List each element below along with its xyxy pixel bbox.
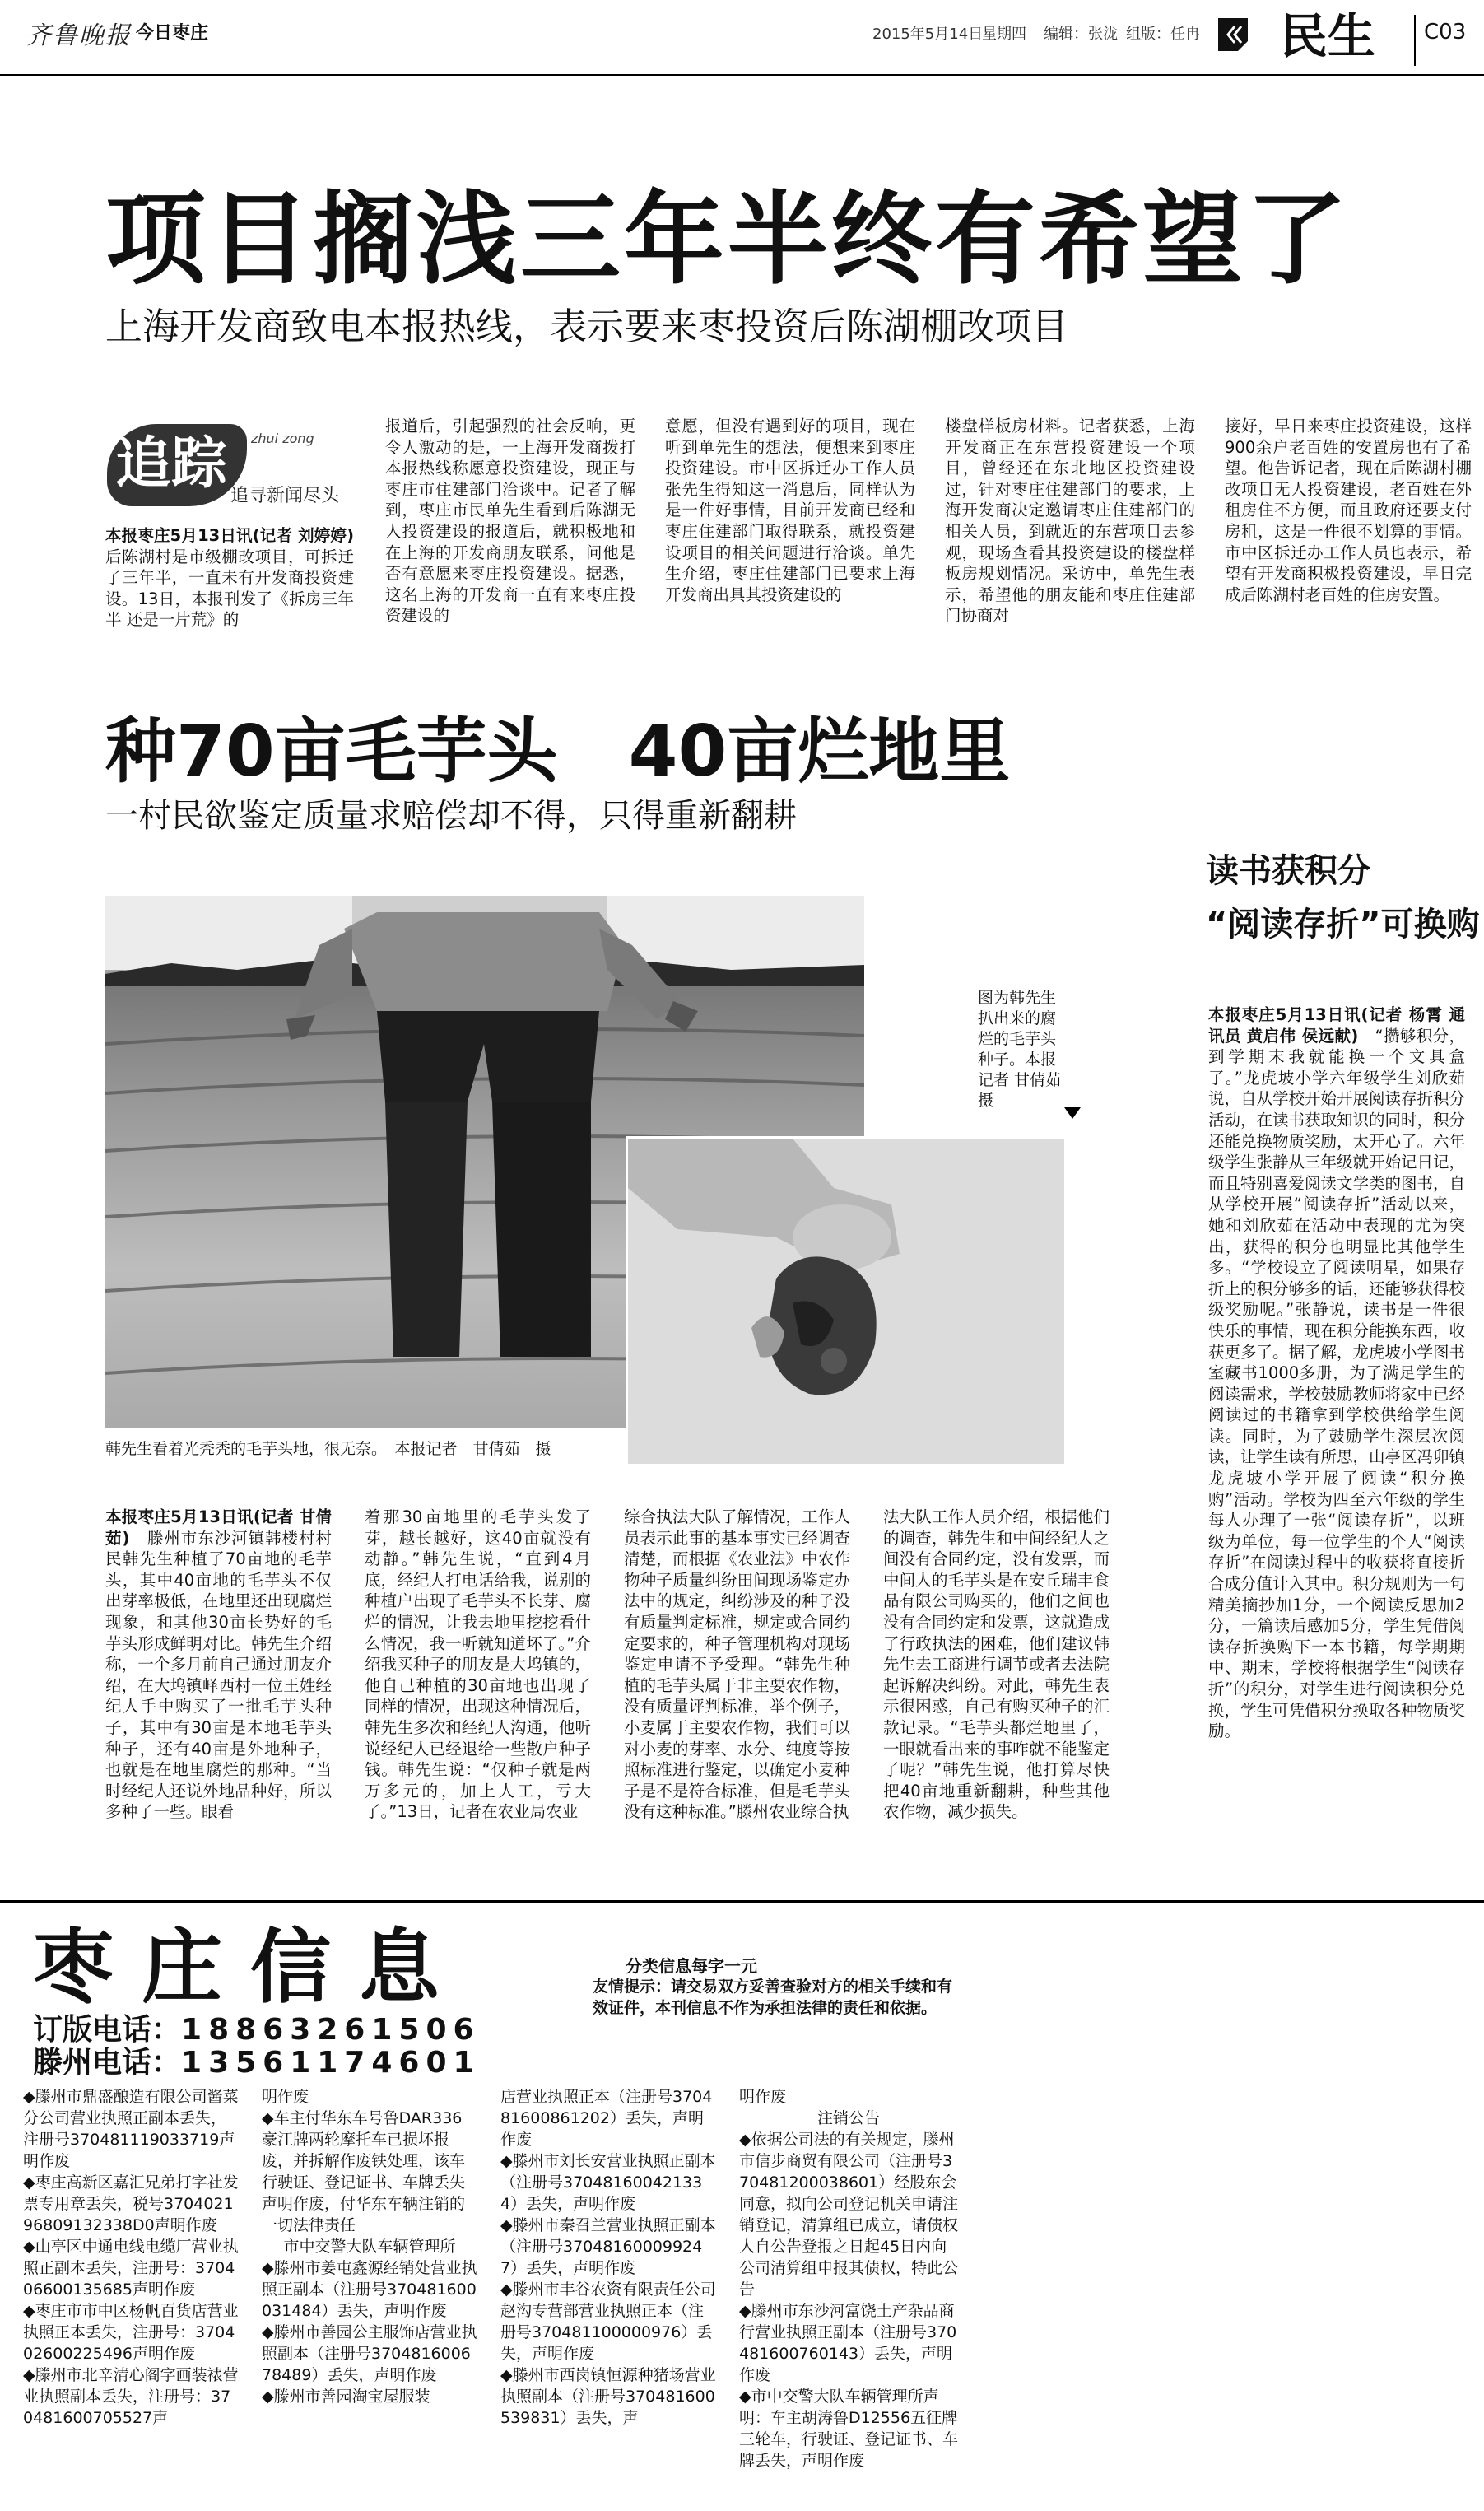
- tengzhou-phone-row: [33, 2047, 481, 2080]
- article1-col4-text: 楼盘样板房材料。记者获悉，上海开发商正在东营投资建设一个项目，曾经还在东北地区投资建设过，针对枣庄住建部门的要求，上海开发商决定邀请枣庄住建部门的相关人员，到就近的东营项目去参观，现场查看其投资建设的楼盘样板房规划情况。采访中，单先生表示，希望他的朋友能和枣庄住建部门协商对: [945, 417, 1195, 626]
- classifieds-column-2: [262, 2086, 477, 2502]
- header-rule: [0, 74, 1484, 76]
- editor: 编辑：张泷: [1044, 26, 1118, 43]
- column-logo-pinyin: zhui zong: [251, 431, 314, 446]
- classified-ad: ◆山亭区中通电线电缆厂营业执照正副本丢失，注册号：370406600135685声明作废: [23, 2238, 239, 2299]
- article3-body-text: “攒够积分，到学期末我就能换一个文具盒了。”龙虎坡小学六年级学生刘欣茹说，自从学校开始开展阅读存折积分活动，在读书获取知识的同时，积分还能兑换物质奖励，太开心了。六年级学生张静从三年级就开始记日记，而且特别喜爱阅读文学类的图书，自从学校开展“阅读存折”活动以来，她和刘欣茹在活动中表现的尤为突出，获得的积分也明显比其他学生多。“学校设立了阅读明星，如果存折上的积分够多的话，还能够获得校级奖励呢。”张静说，读书是一件很快乐的事情，现在积分能换东西，收获更多了。据了解，龙虎坡小学图书室藏书1000多册，为了满足学生的阅读需求，学校鼓励教师将家中已经阅读过的书籍拿到学校供给学生阅读。同时，为了鼓励学生深层次阅读，让学生读有所思，山亭区冯卯镇龙虎坡小学开展了阅读“积分换购”活动。学校为四至六年级的学生每人办理了一张“阅读存折”，以班级为单位，每一位学生的个人“阅读存折”在阅读过程中的收获将直接折合成分值计入其中。积分规则为一句精美摘抄加1分，一个阅读反思加2分，一篇读后感加5分，学生凭借阅读存折换购下一本书籍，每学期期中、期末，学校将根据学生“阅读存折”的积分，对学生进行阅读积分兑换，学生可凭借积分换取各种物质奖励。: [1208, 1026, 1465, 1741]
- classified-ad-heading: 注销公告: [816, 2109, 880, 2127]
- article1-col5-text: 接好，早日来枣庄投资建设，这样900余户老百姓的安置房也有了希望。他告诉记者，现在后陈湖村棚改项目无人投资建设，老百姓在外租房住不方便，而且政府还要支付房租，这是一件很不划算的事情。市中区拆迁办工作人员也表示，希望有开发商积极投资建设，早日完成后陈湖村老百姓的住房安置。: [1225, 417, 1472, 604]
- photo-caption-side: 图为韩先生扒出来的腐烂的毛芋头种子。本报记者 甘倩茹 摄: [978, 989, 1062, 1110]
- classified-ad: ◆依据公司法的有关规定，滕州市信步商贸有限公司（注册号370481200038601）经股东会同意，拟向公司登记机关申请注销登记，清算组已成立，请债权人自公告登报之日起45日内向公司清算组申报其债权，特此公告: [739, 2131, 958, 2299]
- layout-editor: 组版：任冉: [1126, 26, 1200, 43]
- article1-headline: 项目搁浅三年半终有希望了: [105, 181, 1350, 298]
- article3-body: [1208, 1004, 1465, 1887]
- classified-ad: ◆滕州市北辛清心阁字画装裱营业执照副本丢失，注册号：370481600705527声: [23, 2366, 239, 2427]
- article1-column-3: [665, 416, 915, 631]
- header-divider-vertical: [1414, 15, 1416, 66]
- classified-ad: ◆滕州市刘长安营业执照正副本（注册号370481600421334）丢失，声明作废: [500, 2152, 716, 2213]
- classified-ad: 明作废: [262, 2088, 309, 2106]
- publication-date: 2015年5月14日: [872, 26, 984, 43]
- classified-ad: ◆滕州市善园公主服饰店营业执照副本（注册号370481600678489）丢失，声明作废: [262, 2323, 477, 2384]
- classifieds-column-1: [23, 2086, 239, 2502]
- classified-ad: ◆滕州市西岗镇恒源种猪场营业执照副本（注册号370481600539831）丢失，声: [500, 2366, 716, 2427]
- classified-ad: ◆滕州市鼎盛酿造有限公司酱菜分公司营业执照正副本丢失，注册号370481119033719声明作废: [23, 2088, 239, 2170]
- page-number: C03: [1424, 20, 1467, 44]
- article1-col3-text: 意愿，但没有遇到好的项目，现在听到单先生的想法，便想来到枣庄投资建设。市中区拆迁办工作人员张先生得知这一消息后，同样认为是一件好事情，目前开发商已经和枣庄住建部门取得联系，就投资建设项目的相关问题进行洽谈。单先生介绍，枣庄住建部门已要求上海开发商出具其投资建设的: [665, 417, 915, 604]
- column-logo: [107, 416, 354, 519]
- classified-ad: 明作废: [739, 2088, 787, 2106]
- classified-ad: ◆滕州市善园淘宝屋服装: [262, 2388, 430, 2406]
- article1-column-5: [1225, 416, 1472, 631]
- article2-column-4: [883, 1507, 1110, 1885]
- article1-col1-text: 后陈湖村是市级棚改项目，可拆迁了三年半，一直未有开发商投资建设。13日，本报刊发了《拆房三年半 还是一片荒》的: [105, 547, 354, 630]
- section-name: 今日枣庄: [136, 23, 209, 44]
- classifieds-title: 枣庄信息: [33, 1921, 468, 2015]
- article3-headline-line2: “阅读存折”可换购: [1206, 906, 1480, 943]
- article2-column-2: [365, 1507, 591, 1885]
- classifieds-column-3: [500, 2086, 716, 2502]
- classified-ad: 店营业执照正本（注册号370481600861202）丢失，声明作废: [500, 2088, 713, 2149]
- article1-column-4: [945, 416, 1195, 631]
- classifieds-top-rule: [0, 1900, 1484, 1903]
- order-phone-label: 订版电话：: [33, 2013, 182, 2047]
- order-phone-number: 18863261506: [181, 2013, 481, 2047]
- classified-ad: ◆滕州市秦召兰营业执照正副本（注册号370481600099247）丢失，声明作废: [500, 2216, 716, 2277]
- article2-column-1: [105, 1507, 332, 1885]
- classified-ad: ◆滕州市东沙河富饶土产杂品商行营业执照正副本（注册号370481600760143）丢失，声明作废: [739, 2302, 957, 2384]
- article1-subheadline: 上海开发商致电本报热线，表示要来枣投资后陈湖棚改项目: [105, 305, 1069, 348]
- classified-ad: ◆枣庄高新区嘉汇兄弟打字社发票专用章丢失，税号370402196809132338D0声明作废: [23, 2173, 239, 2234]
- tengzhou-phone-label: 滕州电话：: [33, 2046, 182, 2080]
- rotten-taro-illustration: [628, 1139, 1064, 1464]
- section-title: 民生: [1280, 8, 1376, 64]
- classifieds-column-4: [739, 2086, 958, 2502]
- article2-dateline: 本报枣庄5月13日讯(记者 甘倩茹): [105, 1507, 332, 1548]
- tengzhou-phone-number: 13561174601: [181, 2046, 481, 2080]
- classified-ad: ◆枣庄市市中区杨帆百货店营业执照正本丢失，注册号：370402600225496声明作废: [23, 2302, 239, 2363]
- classified-ad: ◆车主付华东车号鲁DAR336豪江牌两轮摩托车已损坏报废，并拆解作废铁处理，该车行驶证、登记证书、车牌丢失声明作废，付华东车辆注销的一切法律责任: [262, 2109, 466, 2234]
- order-phone-row: [33, 2014, 481, 2047]
- photo-caption-bottom: 韩先生看着光秃秃的毛芋头地，很无奈。 本报记者 甘倩茹 摄: [105, 1440, 551, 1458]
- article3-dateline: 本报枣庄5月13日讯(记者 杨霄 通讯员 黄启伟 侯远献): [1208, 1005, 1465, 1046]
- section-tab-icon: [1217, 16, 1249, 53]
- classifieds-notice: 友情提示：请交易双方妥善查验对方的相关手续和有效证件，本刊信息不作为承担法律的责任和依据。: [593, 1978, 953, 2017]
- article1-column-1: [105, 525, 354, 632]
- classified-ad-signature: 市中交警大队车辆管理所: [283, 2238, 456, 2256]
- masthead: 齐鲁晚报: [26, 21, 132, 50]
- article2-subheadline: 一村民欲鉴定质量求赔偿却不得，只得重新翻耕: [105, 797, 797, 835]
- classifieds-notice-title: 分类信息每字一元: [626, 1956, 757, 1976]
- caption-pointer-icon: [1064, 1107, 1081, 1119]
- column-logo-sub: 追寻新闻尽头: [230, 486, 340, 506]
- article2-col3-text: 综合执法大队了解情况，工作人员表示此事的基本事实已经调查清楚，而根据《农业法》中农作物种子质量纠纷田间现场鉴定办法中的规定，纠纷涉及的种子没有质量判定标准，规定或合同约定要求的，种子管理机构对现场鉴定申请不予受理。“韩先生种植的毛芋头属于非主要农作物，没有质量评判标准，举个例子，小麦属于主要农作物，我们可以对小麦的芽率、水分、纯度等按照标准进行鉴定，以确定小麦种子是不是符合标准，但是毛芋头没有这种标准。”滕州农业综合执: [624, 1507, 850, 1822]
- classified-ad: ◆滕州市姜屯鑫源经销处营业执照正副本（注册号370481600031484）丢失，声明作废: [262, 2259, 477, 2320]
- article2-headline: 种70亩毛芋头 40亩烂地里: [105, 710, 1011, 793]
- column-logo-main: 追踪: [115, 431, 228, 496]
- weekday: 星期四: [982, 26, 1026, 43]
- classified-ad: ◆市中交警大队车辆管理所声明：车主胡涛鲁D12556五征牌三轮车，行驶证、登记证书、车牌丢失，声明作废: [739, 2388, 958, 2470]
- rotten-taro-photo: [626, 1136, 1067, 1466]
- article2-col4-text: 法大队工作人员介绍，根据他们的调查，韩先生和中间经纪人之间没有合同约定，没有发票，而中间人的毛芋头是在安丘瑞丰食品有限公司购买的，他们之间也没有合同约定和发票，这就造成了行政执法的困难，他们建议韩先生去工商进行调节或者去法院起诉解决纠纷。对此，韩先生表示很困惑，自己有购买种子的汇款记录。“毛芋头都烂地里了，一眼就看出来的事咋就不能鉴定了呢？”韩先生说，他打算尽快把40亩地重新翻耕，种些其他农作物，减少损失。: [883, 1507, 1110, 1822]
- article1-column-2: [385, 416, 635, 631]
- article3-headline-line1: 读书获积分: [1206, 852, 1370, 890]
- article1-col2-text: 报道后，引起强烈的社会反响，更令人激动的是，一上海开发商拨打本报热线称愿意投资建设，现正与枣庄市住建部门洽谈中。记者了解到，枣庄市民单先生看到后陈湖无人投资建设的报道后，就积极地和在上海的开发商朋友联系，问他是否有意愿来枣庄投资建设。据悉，这名上海的开发商一直有来枣庄投资建设的: [385, 417, 635, 626]
- article2-col1-text: 滕州市东沙河镇韩楼村村民韩先生种植了70亩地的毛芋头，其中40亩地的毛芋头不仅出芽率极低，在地里还出现腐烂现象，和其他30亩长势好的毛芋头形成鲜明对比。韩先生介绍称，一个多月前自己通过朋友介绍，在大坞镇峄西村一位王姓经纪人手中购买了一批毛芋头种子，其中有30亩是本地毛芋头种子，还有40亩是外地种子，也就是在地里腐烂的那种。“当时经纪人还说外地品种好，所以多种了一些。眼看: [105, 1528, 332, 1822]
- article1-dateline: 本报枣庄5月13日讯(记者 刘婷婷): [105, 526, 354, 545]
- classified-ad: ◆滕州市丰谷农资有限责任公司赵沟专营部营业执照正本（注册号370481100000976）丢失，声明作废: [500, 2280, 716, 2363]
- article2-column-3: [624, 1507, 850, 1885]
- article2-col2-text: 着那30亩地里的毛芋头发了芽，越长越好，这40亩就没有动静。”韩先生说，“直到4月底，经纪人打电话给我，说别的种植户出现了毛芋头不长芽、腐烂的情况，让我去地里挖挖看什么情况，我一听就知道坏了。”介绍我买种子的朋友是大坞镇的，他自己种植的30亩地也出现了同样的情况，出现这种情况后，韩先生多次和经纪人沟通，他听说经纪人已经退给一些散户种子钱。韩先生说：“仅种子就是两万多元的，加上人工，亏大了。”13日，记者在农业局农业: [365, 1507, 591, 1822]
